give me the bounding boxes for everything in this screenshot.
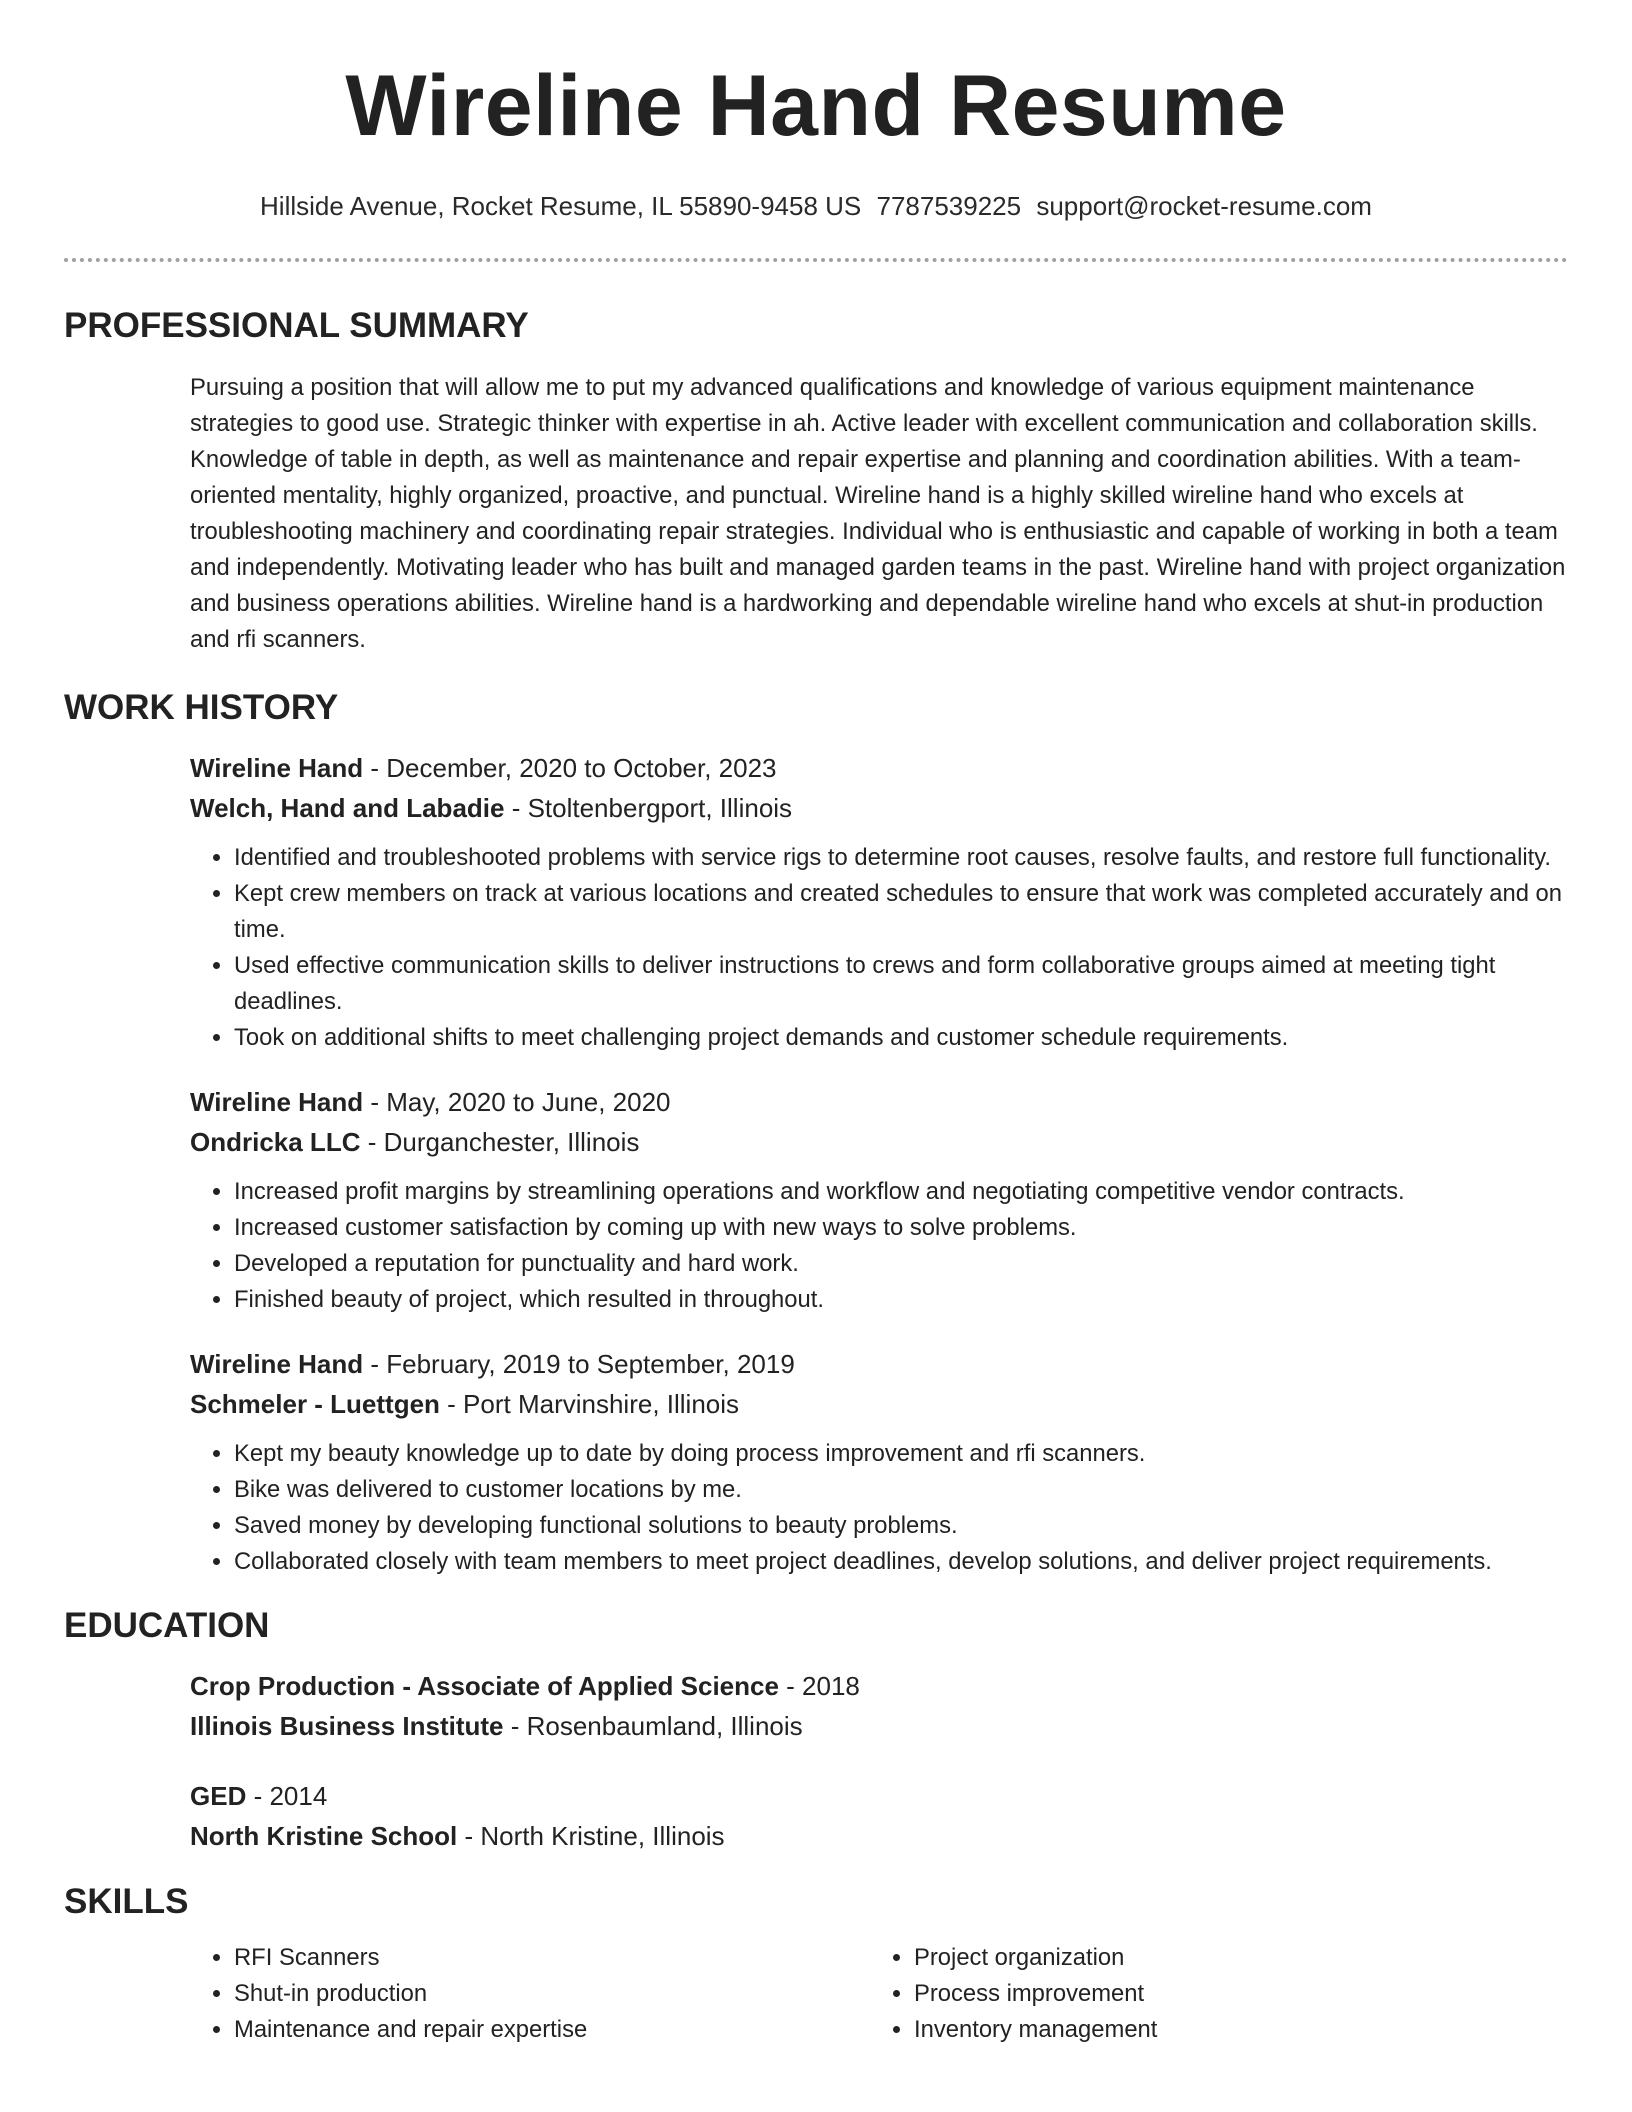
degree-line bbox=[190, 1776, 1568, 1816]
resume-title: Wireline Hand Resume bbox=[345, 58, 1287, 154]
job-dates: - December, 2020 to October, 2023 bbox=[363, 753, 777, 783]
list-item: • Bike was delivered to customer locations by me. bbox=[234, 1472, 1568, 1508]
job-dates: - February, 2019 to September, 2019 bbox=[363, 1349, 795, 1379]
degree-name: GED bbox=[190, 1781, 247, 1811]
resume-page bbox=[64, 0, 1568, 2048]
job-company: Schmeler - Luettgen bbox=[190, 1389, 440, 1419]
job-location: - Stoltenbergport, Illinois bbox=[504, 793, 793, 823]
list-item: • Finished beauty of project, which resulted in throughout. bbox=[234, 1282, 1568, 1318]
skill-item: • Shut-in production bbox=[234, 1976, 870, 2012]
skills-grid bbox=[190, 1940, 1568, 2048]
skills-column-right bbox=[870, 1940, 1550, 2048]
contact-email[interactable]: support@rocket-resume.com bbox=[1036, 191, 1372, 221]
list-item: • Identified and troubleshooted problems with service rigs to determine root causes, resolve faults, and restore full functionality. bbox=[234, 840, 1568, 876]
list-item: • Kept my beauty knowledge up to date by doing process improvement and rfi scanners. bbox=[234, 1436, 1568, 1472]
list-item: • Saved money by developing functional solutions to beauty problems. bbox=[234, 1508, 1568, 1544]
degree-year: - 2014 bbox=[246, 1781, 328, 1811]
education-entry bbox=[190, 1666, 1568, 1746]
job-role: Wireline Hand bbox=[190, 1087, 364, 1117]
job-dates: - May, 2020 to June, 2020 bbox=[363, 1087, 671, 1117]
summary-heading: PROFESSIONAL SUMMARY bbox=[64, 306, 529, 345]
summary-text: Pursuing a position that will allow me to put my advanced qualifications and knowledge of various equipment maintenance strategies to good use. Strategic thinker with expertise in ah. Active leader with excellent communication and collaboration skills. Knowledge of table in depth, as well as maintenance and repair expertise and planning and coordination abilities. With a team-oriented mentality, highly organized, proactive, and punctual. Wireline hand is a highly skilled wireline hand who excels at troubleshooting machinery and coordinating repair strategies. Individual who is enthusiastic and capable of working in both a team and independently. Motivating leader who has built and managed garden teams in the past. Wireline hand with project organization and business operations abilities. Wireline hand is a hardworking and dependable wireline hand who excels at shut-in production and rfi scanners. bbox=[190, 374, 1566, 653]
list-item: • Increased customer satisfaction by coming up with new ways to solve problems. bbox=[234, 1210, 1568, 1246]
job-company-line bbox=[190, 1384, 1568, 1424]
summary-body bbox=[190, 370, 1568, 658]
job-role: Wireline Hand bbox=[190, 1349, 364, 1379]
job-entry bbox=[190, 1082, 1568, 1318]
school-line bbox=[190, 1816, 1568, 1856]
degree-name: Crop Production - Associate of Applied Science bbox=[190, 1671, 779, 1701]
education-entry bbox=[190, 1776, 1568, 1856]
contact-phone: 7787539225 bbox=[876, 191, 1022, 221]
list-item: • Kept crew members on track at various locations and created schedules to ensure that work was completed accurately and on time. bbox=[234, 876, 1568, 948]
job-entry bbox=[190, 748, 1568, 1056]
job-company-line bbox=[190, 788, 1568, 828]
job-title-line bbox=[190, 748, 1568, 788]
school-location: - North Kristine, Illinois bbox=[457, 1821, 725, 1851]
contact-line bbox=[64, 190, 1568, 222]
school-line bbox=[190, 1706, 1568, 1746]
contact-address: Hillside Avenue, Rocket Resume, IL 55890-9458 US bbox=[260, 191, 862, 221]
list-item: • Developed a reputation for punctuality and hard work. bbox=[234, 1246, 1568, 1282]
job-bullets bbox=[190, 840, 1568, 1056]
job-company-line bbox=[190, 1122, 1568, 1162]
skill-item: • RFI Scanners bbox=[234, 1940, 870, 1976]
skills-list bbox=[190, 1940, 870, 2048]
skill-item: • Project organization bbox=[914, 1940, 1550, 1976]
job-company: Ondricka LLC bbox=[190, 1127, 361, 1157]
job-role: Wireline Hand bbox=[190, 753, 364, 783]
skill-item: • Process improvement bbox=[914, 1976, 1550, 2012]
school-location: - Rosenbaumland, Illinois bbox=[503, 1711, 803, 1741]
job-location: - Durganchester, Illinois bbox=[360, 1127, 640, 1157]
list-item: • Collaborated closely with team members to meet project deadlines, develop solutions, and deliver project requirements. bbox=[234, 1544, 1568, 1580]
job-title-line bbox=[190, 1344, 1568, 1384]
job-bullets bbox=[190, 1174, 1568, 1318]
education-heading: EDUCATION bbox=[64, 1606, 270, 1645]
job-entry bbox=[190, 1344, 1568, 1580]
job-company: Welch, Hand and Labadie bbox=[190, 793, 505, 823]
skills-list bbox=[870, 1940, 1550, 2048]
skills-heading: SKILLS bbox=[64, 1882, 189, 1921]
list-item: • Used effective communication skills to deliver instructions to crews and form collaborative groups aimed at meeting tight deadlines. bbox=[234, 948, 1568, 1020]
school-name: North Kristine School bbox=[190, 1821, 458, 1851]
job-bullets bbox=[190, 1436, 1568, 1580]
skill-item: • Inventory management bbox=[914, 2012, 1550, 2048]
degree-year: - 2018 bbox=[778, 1671, 860, 1701]
skills-column-left bbox=[190, 1940, 870, 2048]
skill-item: • Maintenance and repair expertise bbox=[234, 2012, 870, 2048]
work-history-heading: WORK HISTORY bbox=[64, 688, 339, 727]
list-item: • Increased profit margins by streamlining operations and workflow and negotiating competitive vendor contracts. bbox=[234, 1174, 1568, 1210]
job-location: - Port Marvinshire, Illinois bbox=[439, 1389, 740, 1419]
job-title-line bbox=[190, 1082, 1568, 1122]
school-name: Illinois Business Institute bbox=[190, 1711, 504, 1741]
list-item: • Took on additional shifts to meet challenging project demands and customer schedule requirements. bbox=[234, 1020, 1568, 1056]
header-divider bbox=[64, 258, 1568, 262]
degree-line bbox=[190, 1666, 1568, 1706]
